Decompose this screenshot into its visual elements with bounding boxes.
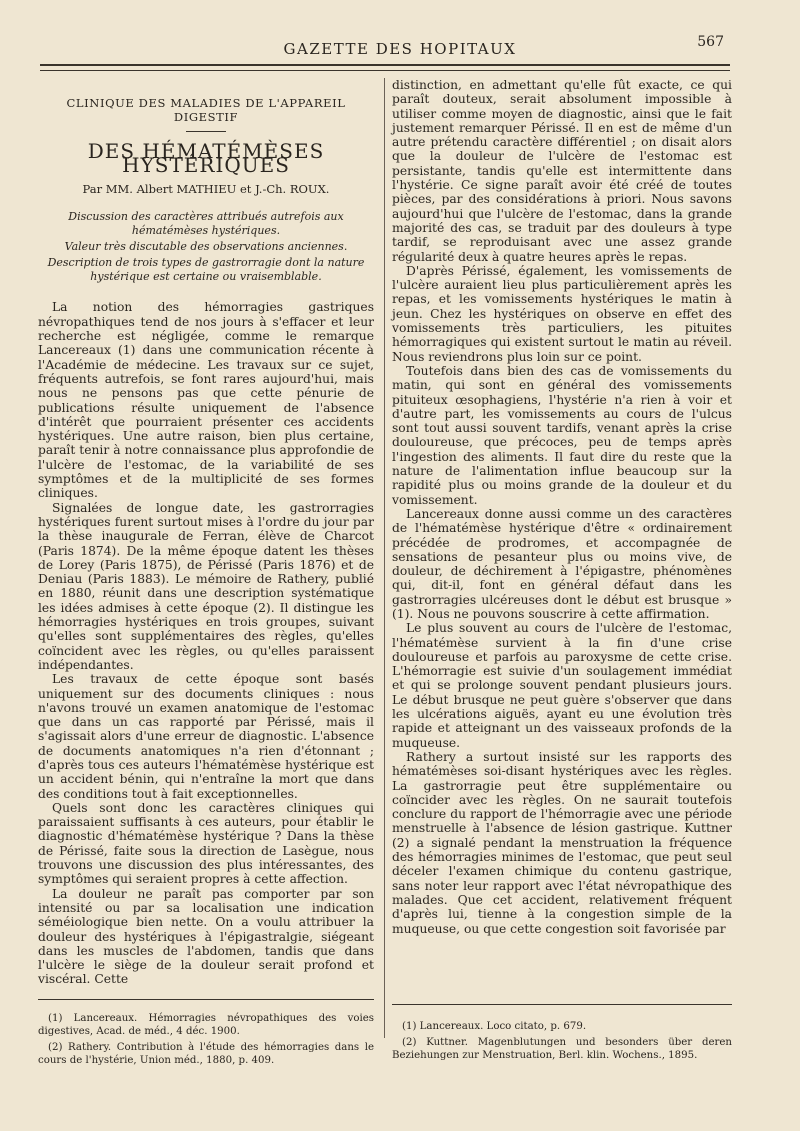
paragraph: distinction, en admettant qu'elle fût exacte, ce qui paraît douteux, serait absolument impossible à utiliser comme moyen de diagnostic, ainsi que le fait justement remarquer Périssé. Il en est de même d'un autre prétendu caractère différentiel ; on disait alors que la douleur de l'ulcère de l'estomac est persistante, tandis qu'elle est intermittente dans l'hystérie. Ce signe paraît avoir été créé de toutes pièces, par des considérations à priori. Nous savons aujourd'hui que l'ulcère de l'estomac, dans la grande majorité des cas, se traduit par des douleurs à type tardif, se reproduisant avec une assez grande régularité deux à quatre heures après le repas.	[392, 78, 732, 264]
footnote: (1) Lancereaux. Hémorragies névropathiques des voies digestives, Acad. de méd., 4 déc. 1900.	[38, 1013, 374, 1037]
paragraph: Quels sont donc les caractères cliniques qui paraissaient suffisants à ces auteurs, pour établir le diagnostic d'hématémèse hystérique ? Dans la thèse de Périssé, faite sous la direction de Lasègue, nous trouvons une discussion des plus intéressantes, des symptômes qui seraient propres à cette affection.	[38, 800, 374, 887]
header-rule-thin	[40, 70, 730, 71]
right-column	[392, 78, 732, 936]
section-label: CLINIQUE DES MALADIES DE L'APPAREIL DIGESTIF	[66, 96, 346, 125]
footnote-rule	[392, 1004, 732, 1005]
summary	[38, 210, 374, 284]
paragraph: Lancereaux donne aussi comme un des caractères de l'hématémèse hystérique d'être « ordinairement précédée de prodromes, et accompagnée de sensations de pesanteur plus ou moins vive, de douleur, de déchirement à l'épigastre, phénomènes qui, dit-il, font en général défaut dans les gastrorragies ulcéreuses dont le début est brusque » (1). Nous ne pouvons souscrire à cette affirmation.	[392, 506, 732, 621]
summary-line: Description de trois types de gastrorragie dont la nature hystérique est certaine ou vraisemblable.	[47, 256, 365, 284]
footnotes-left	[38, 1012, 374, 1070]
footnote: (2) Rathery. Contribution à l'étude des hémorragies dans le cours de l'hystérie, Union méd., 1880, p. 409.	[38, 1042, 374, 1066]
paragraph: D'après Périssé, également, les vomissements de l'ulcère auraient lieu plus particulièrement après les repas, et les vomissements hystériques le matin à jeun. Chez les hystériques on observe en effet des vomissements très particuliers, les pituites hémorragiques qui existent surtout le matin au réveil. Nous reviendrons plus loin sur ce point.	[392, 263, 732, 364]
paragraph: Signalées de longue date, les gastrorragies hystériques furent surtout mises à l'ordre du jour par la thèse inaugurale de Ferran, élève de Charcot (Paris 1874). De la même époque datent les thèses de Lorey (Paris 1875), de Périssé (Paris 1876) et de Deniau (Paris 1883). Le mémoire de Rathery, publié en 1880, réunit dans une description systématique les idées admises à cette époque (2). Il distingue les hémorragies hystériques en trois groupes, suivant qu'elles sont supplémentaires des règles, qu'elles coïncident avec les règles, ou qu'elles paraissent indépendantes.	[38, 500, 374, 672]
page-number: 567	[697, 34, 724, 50]
column-divider	[384, 78, 385, 1038]
summary-line: Discussion des caractères attribués autrefois aux hématémèses hystériques.	[68, 210, 344, 238]
summary-line: Valeur très discutable des observations anciennes.	[64, 240, 348, 254]
running-head: GAZETTE DES HOPITAUX	[283, 40, 517, 58]
paragraph: Toutefois dans bien des cas de vomissements du matin, qui sont en général des vomissements pituiteux œsophagiens, l'hystérie n'a rien à voir et d'autre part, les vomissements au cours de l'ulcus sont tout aussi souvent tardifs, venant après la crise douloureuse, que précoces, peu de temps après l'ingestion des aliments. Il faut dire du reste que la nature de l'alimentation influe beaucoup sur la rapidité plus ou moins grande de la douleur et du vomissement.	[392, 363, 732, 507]
article-title: DES HÉMATÉMÈSES HYSTÉRIQUES	[87, 138, 325, 177]
footnote-rule	[38, 999, 374, 1000]
header-rule	[40, 64, 730, 66]
paragraph: Le plus souvent au cours de l'ulcère de l'estomac, l'hématémèse survient à la fin d'une crise douloureuse et parfois au paroxysme de cette crise. L'hémorragie est suivie d'un soulagement immédiat et qui se prolonge souvent pendant plusieurs jours. Le début brusque ne peut guère s'observer que dans les ulcérations aiguës, ayant eu une évolution très rapide et atteignant un des vaisseaux profonds de la muqueuse.	[392, 621, 732, 750]
left-column	[38, 82, 374, 987]
footnotes-right	[392, 1020, 732, 1065]
paragraph: Rathery a surtout insisté sur les rapports des hématémèses soi-disant hystériques avec les règles. La gastrorragie peut être supplémentaire ou coïncider avec les règles. On ne saurait toutefois conclure du rapport de l'hémorragie avec une période menstruelle à l'absence de lésion gastrique. Kuttner (2) a signalé pendant la menstruation la fréquence des hémorragies minimes de l'estomac, que peut seul déceler l'examen chimique du contenu gastrique, sans noter leur rapport avec l'état névropathique des malades. Que cet accident, relativement fréquent d'après lui, tienne à la congestion simple de la muqueuse, ou que cette congestion soit favorisée par	[392, 749, 732, 936]
paragraph: La notion des hémorragies gastriques névropathiques tend de nos jours à s'effacer et leur recherche est négligée, comme le remarque Lancereaux (1) dans une communication récente à l'Académie de médecine. Les travaux sur ce sujet, fréquents autrefois, se font rares aujourd'hui, mais nous ne pensons pas que cette pénurie de publications résulte uniquement de l'absence d'intérêt que pourraient présenter ces accidents hystériques. Une autre raison, bien plus certaine, paraît tenir à notre connaissance plus approfondie de l'ulcère de l'estomac, de la variabilité de ses symptômes et de la multiplicité de ses formes cliniques.	[38, 300, 374, 501]
footnote: (1) Lancereaux. Loco citato, p. 679.	[402, 1021, 587, 1032]
section-rule	[186, 131, 226, 132]
paragraph: Les travaux de cette époque sont basés uniquement sur des documents cliniques : nous n'avons trouvé un examen anatomique de l'estomac que dans un cas rapporté par Périssé, mais il s'agissait alors d'une erreur de diagnostic. L'absence de documents anatomiques n'a rien d'étonnant ; d'après tous ces auteurs l'hématémèse hystérique est un accident bénin, qui n'entraîne la mort que dans des conditions tout à fait exceptionnelles.	[38, 672, 374, 801]
paragraph: La douleur ne paraît pas comporter par son intensité ou par sa localisation une indication séméiologique bien nette. On a voulu attribuer la douleur des hystériques à l'épigastralgie, siégeant dans les muscles de l'abdomen, tandis que dans l'ulcère le siège de la douleur serait profond et viscéral. Cette	[38, 886, 374, 987]
footnote: (2) Kuttner. Magenblutungen und besonders über deren Beziehungen zur Menstruation, Berl. klin. Wochens., 1895.	[392, 1037, 732, 1061]
byline: Par MM. Albert MATHIEU et J.-Ch. ROUX.	[82, 182, 330, 197]
